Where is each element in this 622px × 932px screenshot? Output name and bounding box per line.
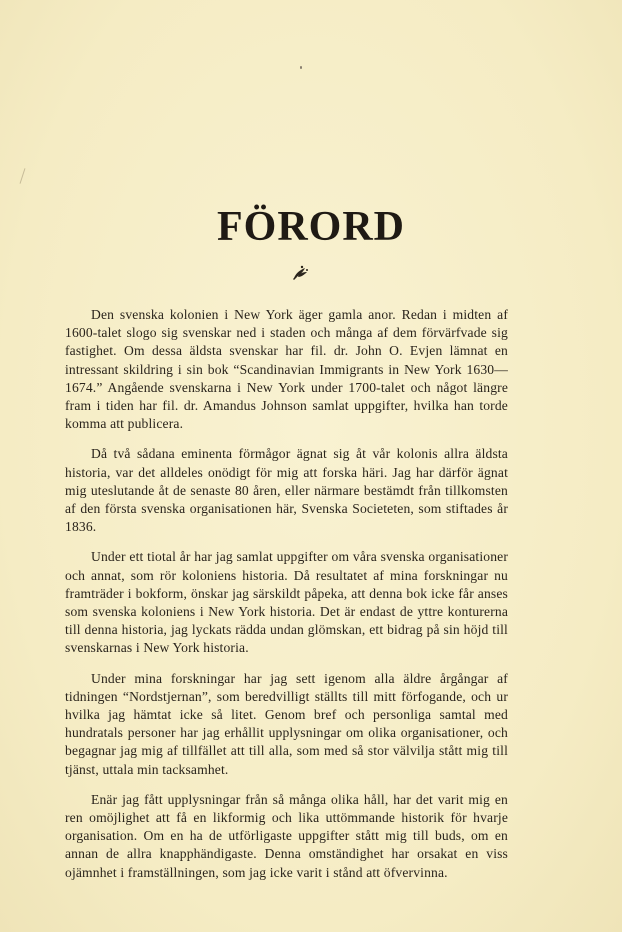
paper-mark [20,168,26,184]
leaf-ornament-icon [290,264,310,282]
paragraph-5: Enär jag fått upplysningar från så många olika håll, har det varit mig en ren omöjlighet att få en likformig och lika uttömmande historik för hvarje organisation. Om en ha de utförligaste uppgifter stått mig till buds, om en annan de allra knapphändigaste. Denna omständighet har orsakat en viss ojämnhet i framställningen, som jag icke varit i stånd att öfvervinna. [65,791,508,880]
paragraph-2: Då två sådana eminenta förmågor ägnat sig åt vår kolonis allra äldsta historia, var det alldeles onödigt för mig att forska häri. Jag har därför ägnat mig uteslutande åt de senaste 80 åren, eller närmare bestämdt från tillkomsten af den första svenska organisationen här, Svenska Societeten, som stiftades år 1836. [65,446,508,535]
paragraph-1: Den svenska kolonien i New York äger gamla anor. Redan i midten af 1600-talet slogo sig svenskar ned i staden och många af dem förvärfvade sig fastighet. Om dessa äldsta svenskar har fil. dr. John O. Evjen lämnat en intressant skildring i sin bok “Scandinavian Immigrants in New York 1630—1674.” Angående svenskarna i New York under 1700-talet och något längre fram i tiden har fil. dr. Amandus Johnson samlat uppgifter, hvilka han torde komma att publicera. [65,307,508,432]
ink-speck [300,66,302,69]
page-title: FÖRORD [217,204,405,250]
preface-text [65,306,508,894]
paragraph-3: Under ett tiotal år har jag samlat uppgifter om våra svenska organisationer och annat, som rör koloniens historia. Då resultatet af mina forskningar nu framträder i bokform, önskar jag särskildt påpeka, att denna bok icke får anses som svenska koloniens i New York historia. Det är endast de yttre konturerna till denna historia, jag lyckats rädda undan glömskan, ett bidrag på sin höjd till svenskarnas i New York historia. [65,549,508,656]
paragraph-4: Under mina forskningar har jag sett igenom alla äldre årgångar af tidningen “Nordstjernan”, som beredvilligt ställts till mitt förfogande, och ur hvilka jag hämtat icke så litet. Genom bref och personliga samtal med hundratals personer har jag erhållit upplysningar om olika organisationer, och begagnar jag mig af tillfället att till alla, som med så stor välvilja stått mig till tjänst, uttala min tacksamhet. [65,670,508,777]
